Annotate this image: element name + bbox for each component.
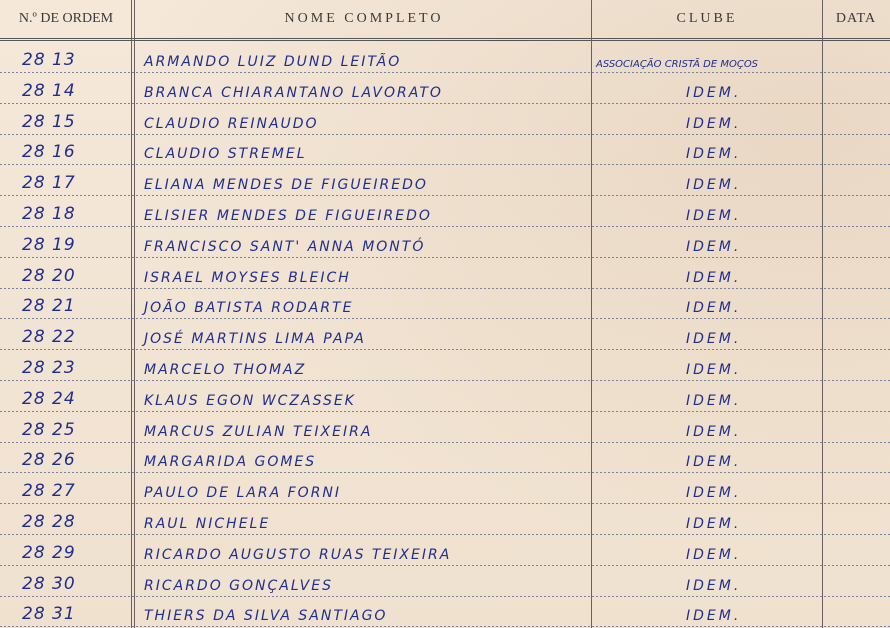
header-clube: CLUBE [676, 11, 738, 26]
table-row [0, 381, 890, 412]
ordem-number: 28 13 [22, 50, 76, 70]
ordem-number: 28 24 [22, 388, 76, 409]
clube-name: IDEM. [686, 269, 742, 286]
ordem-number: 28 20 [22, 265, 76, 286]
clube-name: IDEM. [686, 115, 742, 132]
ordem-number: 28 17 [22, 173, 76, 194]
ordem-number: 28 18 [22, 204, 76, 224]
table-row [0, 227, 890, 258]
clube-name: IDEM. [686, 208, 742, 224]
nome-completo: ISRAEL MOYSES BLEICH [144, 269, 351, 286]
nome-completo: RICARDO GONÇALVES [144, 577, 333, 594]
clube-name: IDEM. [686, 84, 742, 101]
clube-name: IDEM. [686, 177, 742, 194]
clube-name: IDEM. [686, 577, 742, 594]
clube-name: IDEM. [686, 485, 742, 502]
clube-name: IDEM. [686, 516, 742, 532]
clube-name: IDEM. [686, 423, 742, 440]
table-row [0, 473, 890, 504]
ordem-number: 28 16 [22, 142, 76, 163]
nome-completo: ARMANDO LUIZ DUND LEITÃO [144, 54, 402, 70]
table-row [0, 42, 890, 73]
nome-completo: RAUL NICHELE [144, 516, 271, 532]
ordem-number: 28 15 [22, 111, 76, 132]
clube-name: IDEM. [686, 454, 742, 471]
table-row [0, 104, 890, 135]
clube-name: IDEM. [686, 331, 742, 348]
header-ordem: N.º DE ORDEM [18, 11, 114, 26]
table-row [0, 596, 890, 627]
table-row [0, 442, 890, 473]
clube-name: ASSOCIAÇÃO CRISTÃ DE MOÇOS [596, 59, 759, 70]
nome-completo: JOSÉ MARTINS LIMA PAPA [144, 331, 366, 348]
table-row [0, 319, 890, 350]
table-row [0, 350, 890, 381]
table-row [0, 566, 890, 597]
clube-name: IDEM. [686, 546, 742, 563]
table-row [0, 412, 890, 443]
nome-completo: CLAUDIO STREMEL [144, 146, 307, 163]
nome-completo: FRANCISCO SANT' ANNA MONTÓ [144, 238, 426, 255]
nome-completo: BRANCA CHIARANTANO LAVORATO [144, 84, 443, 101]
ordem-number: 28 31 [22, 604, 76, 625]
ordem-number: 28 22 [22, 327, 76, 348]
table-row [0, 165, 890, 196]
table-row [0, 288, 890, 319]
table-row [0, 196, 890, 227]
table-row [0, 535, 890, 566]
ordem-number: 28 27 [22, 481, 76, 502]
nome-completo: JOÃO BATISTA RODARTE [144, 300, 354, 317]
nome-completo: MARCUS ZULIAN TEIXEIRA [144, 423, 373, 440]
nome-completo: THIERS DA SILVA SANTIAGO [144, 608, 388, 625]
ordem-number: 28 30 [22, 573, 76, 594]
ordem-number: 28 23 [22, 358, 76, 378]
clube-name: IDEM. [686, 146, 742, 163]
header-data: DATA [835, 11, 877, 26]
table-row [0, 134, 890, 165]
nome-completo: ELISIER MENDES DE FIGUEIREDO [144, 208, 432, 224]
table-row [0, 258, 890, 289]
nome-completo: RICARDO AUGUSTO RUAS TEIXEIRA [144, 546, 452, 563]
ordem-number: 28 14 [22, 80, 76, 101]
clube-name: IDEM. [686, 608, 742, 625]
table-row [0, 73, 890, 104]
clube-name: IDEM. [686, 392, 742, 409]
nome-completo: ELIANA MENDES DE FIGUEIREDO [144, 177, 428, 194]
header-nome: NOME COMPLETO [284, 11, 444, 26]
ordem-number: 28 29 [22, 542, 76, 563]
nome-completo: MARCELO THOMAZ [144, 362, 307, 378]
ordem-number: 28 25 [22, 419, 76, 440]
clube-name: IDEM. [686, 300, 742, 317]
ordem-number: 28 21 [22, 296, 76, 317]
clube-name: IDEM. [686, 362, 742, 378]
clube-name: IDEM. [686, 238, 742, 255]
nome-completo: MARGARIDA GOMES [144, 454, 317, 471]
ordem-number: 28 19 [22, 234, 76, 255]
ordem-number: 28 28 [22, 512, 76, 532]
nome-completo: CLAUDIO REINAUDO [144, 115, 319, 132]
table-row [0, 504, 890, 535]
nome-completo: PAULO DE LARA FORNI [144, 485, 342, 502]
nome-completo: KLAUS EGON WCZASSEK [144, 392, 356, 409]
ordem-number: 28 26 [22, 450, 76, 471]
